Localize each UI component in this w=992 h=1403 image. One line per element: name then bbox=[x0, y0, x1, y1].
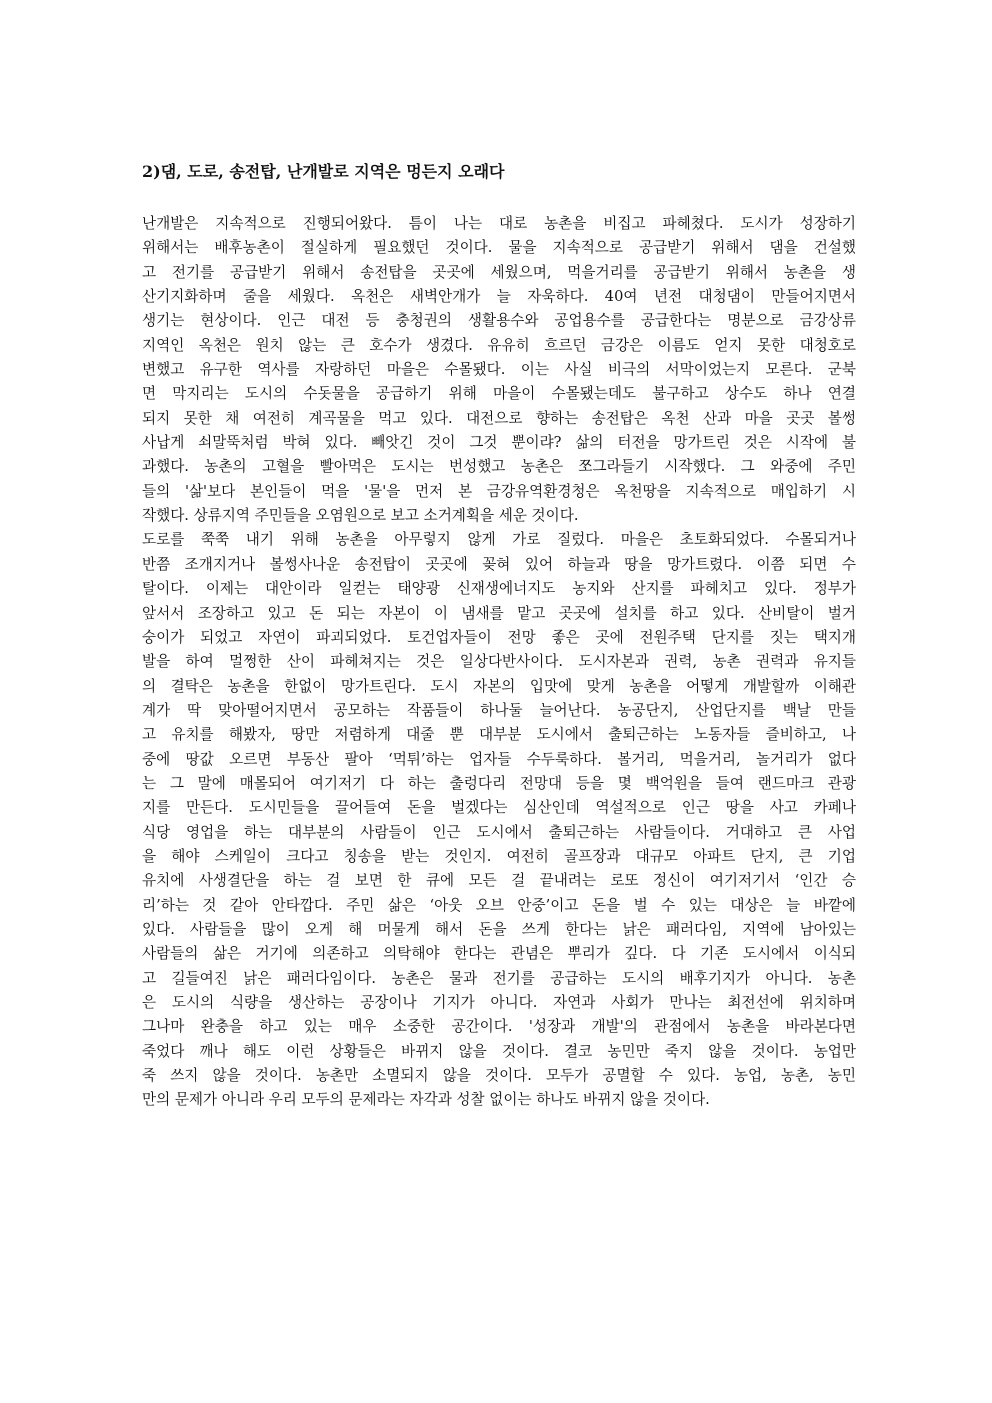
text-line: 위해서는 배후농촌이 절실하게 필요했던 것이다. 물을 지속적으로 공급받기 위해서 댐을 건설했 bbox=[142, 239, 856, 257]
text-line: 산기지화하며 줄을 세웠다. 옥천은 새벽안개가 늘 자욱하다. 40여 년전 대청댐이 만들어지면서 bbox=[142, 288, 856, 306]
text-line: 고 유치를 해봤자, 땅만 저렴하게 대줄 뿐 대부분 도시에서 출퇴근하는 노동자들 즐비하고, 나 bbox=[142, 726, 856, 744]
text-line: 유치에 사생결단을 하는 걸 보면 한 큐에 모든 걸 끝내려는 로또 정신이 여기저기서 ‘인간 승 bbox=[142, 872, 856, 890]
text-line: 숭이가 되었고 자연이 파괴되었다. 토건업자들이 전망 좋은 곳에 전원주택 단지를 짓는 택지개 bbox=[142, 628, 856, 646]
text-line: 은 도시의 식량을 생산하는 공장이나 기지가 아니다. 자연과 사회가 만나는 최전선에 위치하며 bbox=[142, 994, 856, 1011]
text-line: 중에 땅값 오르면 부동산 팔아 ‘먹튀’하는 업자들 수두룩하다. 볼거리, 먹을거리, 놀거리가 없다 bbox=[142, 750, 856, 768]
text-line: 되지 못한 채 여전히 계곡물을 먹고 있다. 대전으로 향하는 송전탑은 옥천 산과 마을 곳곳 볼썽 bbox=[142, 409, 856, 427]
text-line: 생기는 현상이다. 인근 대전 등 충청권의 생활용수와 공업용수를 공급한다는 명분으로 금강상류 bbox=[142, 312, 856, 330]
section-heading: 2)댐, 도로, 송전탑, 난개발로 지역은 멍든지 오래다 bbox=[142, 162, 505, 181]
text-line: 식당 영업을 하는 대부분의 사람들이 인근 도시에서 출퇴근하는 사람들이다. 거대하고 큰 사업 bbox=[142, 823, 856, 841]
text-line: 의 결탁은 농촌을 한없이 망가트린다. 도시 자본의 입맛에 맞게 농촌을 어떻게 개발할까 이해관 bbox=[142, 677, 856, 695]
text-line: 리’하는 것 같아 안타깝다. 주민 삶은 ‘아웃 오브 안중’이고 돈을 벌 수 있는 대상은 늘 바깥에 bbox=[142, 896, 856, 914]
text-line: 사납게 쇠말뚝처럼 박혀 있다. 빼앗긴 것이 그것 뿐이랴? 삶의 터전을 망가트린 것은 시작에 불 bbox=[142, 434, 856, 452]
text-line: 도로를 쭉쭉 내기 위해 농촌을 아무렇지 않게 가로 질렀다. 마을은 초토화되었다. 수몰되거나 bbox=[142, 531, 856, 549]
paragraph-2 bbox=[142, 528, 856, 1112]
text-line: 는 그 말에 매몰되어 여기저기 다 하는 출렁다리 전망대 등을 몇 백억원을 들여 랜드마크 관광 bbox=[142, 774, 856, 792]
body-text bbox=[142, 212, 856, 1113]
text-line: 들의 '삶'보다 본인들이 먹을 '물'을 먼저 본 금강유역환경청은 옥천땅을 지속적으로 매입하기 시 bbox=[142, 482, 856, 500]
text-line: 을 해야 스케일이 크다고 칭송을 받는 것인지. 여전히 골프장과 대규모 아파트 단지, 큰 기업 bbox=[142, 847, 856, 865]
text-line: 탈이다. 이제는 대안이라 일컫는 태양광 신재생에너지도 농지와 산지를 파헤치고 있다. 정부가 bbox=[142, 580, 856, 598]
text-line: 지를 만든다. 도시민들을 끌어들여 돈을 벌겠다는 심산인데 역설적으로 인근 땅을 사고 카페나 bbox=[142, 799, 856, 817]
text-line: 앞서서 조장하고 있고 돈 되는 자본이 이 냄새를 맡고 곳곳에 설치를 하고 있다. 산비탈이 벌거 bbox=[142, 604, 856, 622]
text-line: 반쯤 조개지거나 볼썽사나운 송전탑이 곳곳에 꽂혀 있어 하늘과 땅을 망가트렸다. 이쯤 되면 수 bbox=[142, 555, 856, 573]
text-line: 있다. 사람들을 많이 오게 해 머물게 해서 돈을 쓰게 한다는 낡은 패러다임, 지역에 남아있는 bbox=[142, 920, 856, 938]
text-line: 죽 쓰지 않을 것이다. 농촌만 소멸되지 않을 것이다. 모두가 공멸할 수 있다. 농업, 농촌, 농민 bbox=[142, 1067, 856, 1085]
text-line: 고 길들여진 낡은 패러다임이다. 농촌은 물과 전기를 공급하는 도시의 배후기지가 아니다. 농촌 bbox=[142, 969, 856, 987]
text-line: 계가 딱 맞아떨어지면서 공모하는 작품들이 하나둘 늘어난다. 농공단지, 산업단지를 백날 만들 bbox=[142, 701, 856, 719]
text-line: 그나마 완충을 하고 있는 매우 소중한 공간이다. '성장과 개발'의 관점에서 농촌을 바라본다면 bbox=[142, 1018, 856, 1036]
text-line: 지역인 옥천은 원치 않는 큰 호수가 생겼다. 유유히 흐르던 금강은 이름도 얻지 못한 대청호로 bbox=[142, 336, 856, 354]
paragraph-1 bbox=[142, 212, 856, 528]
text-line: 변했고 유구한 역사를 자랑하던 마을은 수몰됐다. 이는 사실 비극의 서막이었는지 모른다. 군북 bbox=[142, 361, 856, 379]
text-line: 면 막지리는 도시의 수돗물을 공급하기 위해 마을이 수몰됐는데도 불구하고 상수도 하나 연결 bbox=[142, 385, 856, 403]
text-line: 작했다. 상류지역 주민들을 오염원으로 보고 소거계획을 세운 것이다. bbox=[142, 507, 579, 525]
text-line: 난개발은 지속적으로 진행되어왔다. 틈이 나는 대로 농촌을 비집고 파헤쳤다. 도시가 성장하기 bbox=[142, 215, 856, 232]
text-line: 발을 하여 멀쩡한 산이 파헤쳐지는 것은 일상다반사이다. 도시자본과 권력, 농촌 권력과 유지들 bbox=[142, 653, 856, 671]
text-line: 사람들의 삶은 거기에 의존하고 의탁해야 한다는 관념은 뿌리가 깊다. 다 기존 도시에서 이식되 bbox=[142, 945, 856, 963]
text-line: 죽었다 깨나 해도 이런 상황들은 바뀌지 않을 것이다. 결코 농민만 죽지 않을 것이다. 농업만 bbox=[142, 1042, 856, 1060]
text-line: 고 전기를 공급받기 위해서 송전탑을 곳곳에 세웠으며, 먹을거리를 공급받기 위해서 농촌을 생 bbox=[142, 263, 856, 281]
text-line: 과했다. 농촌의 고혈을 빨아먹은 도시는 번성했고 농촌은 쪼그라들기 시작했다. 그 와중에 주민 bbox=[142, 458, 856, 476]
text-line: 만의 문제가 아니라 우리 모두의 문제라는 자각과 성찰 없이는 하나도 바뀌지 않을 것이다. bbox=[142, 1091, 710, 1109]
